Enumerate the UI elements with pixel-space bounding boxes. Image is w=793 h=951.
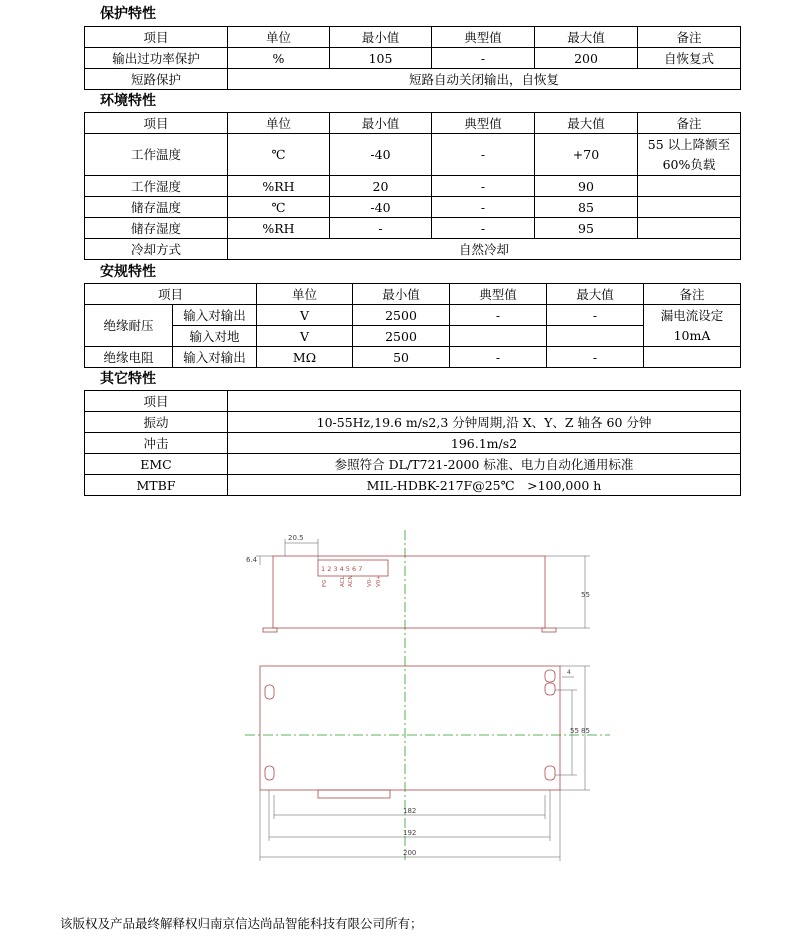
cell: ℃	[228, 134, 330, 176]
cell: %	[228, 48, 330, 69]
cell: MIL-HDBK-217F@25℃ >100,000 h	[228, 475, 741, 496]
cell: -40	[330, 197, 432, 218]
cell: MΩ	[257, 347, 353, 368]
cell: 55 以上降额至60%负载	[638, 134, 741, 176]
header-cell: 最大值	[535, 113, 638, 134]
table-row	[85, 412, 741, 433]
cell: 85	[535, 197, 638, 218]
cell: -	[450, 305, 547, 326]
dim-label-85: 85	[581, 727, 590, 735]
section-title-other: 其它特性	[100, 371, 156, 387]
table-header-row	[85, 391, 741, 412]
table-row	[85, 218, 741, 239]
cell: 196.1m/s2	[228, 433, 741, 454]
cell: 工作温度	[85, 134, 228, 176]
cell: -	[547, 305, 644, 326]
cell: 振动	[85, 412, 228, 433]
dim-lines-top	[256, 539, 590, 628]
cell: 20	[330, 176, 432, 197]
header-cell: 单位	[228, 27, 330, 48]
cell: -	[432, 176, 535, 197]
header-cell: 单位	[257, 284, 353, 305]
other-table	[84, 390, 741, 496]
pin-numbers: 1 2 3 4 5 6 7	[321, 565, 363, 573]
header-cell: 项目	[85, 391, 228, 412]
cell: -	[547, 347, 644, 368]
pin-label: V0-	[367, 577, 373, 587]
cell: -	[432, 218, 535, 239]
pin-labels	[322, 575, 382, 587]
header-cell: 项目	[85, 113, 228, 134]
mechanical-drawing	[240, 525, 620, 870]
safety-table	[84, 283, 741, 368]
cell: 自恢复式	[638, 48, 741, 69]
dim-label-55-top: 55	[581, 591, 590, 599]
table-row	[85, 454, 741, 475]
cell: 50	[353, 347, 450, 368]
header-cell: 最小值	[353, 284, 450, 305]
cell: ℃	[228, 197, 330, 218]
dim-label-192: 192	[403, 829, 417, 837]
pin-label: ACN	[348, 575, 354, 587]
cell: -	[450, 347, 547, 368]
header-cell: 最大值	[547, 284, 644, 305]
dim-label-4: 4	[567, 669, 571, 676]
table-row	[85, 176, 741, 197]
pin-label: ACL	[340, 576, 346, 587]
cell: %RH	[228, 176, 330, 197]
cell	[547, 326, 644, 347]
header-cell: 典型值	[432, 27, 535, 48]
cell: 95	[535, 218, 638, 239]
header-cell	[228, 391, 741, 412]
cell: 输出过功率保护	[85, 48, 228, 69]
table-row	[85, 48, 741, 69]
header-cell: 最小值	[330, 113, 432, 134]
copyright-footer: 该版权及产品最终解释权归南京信达尚品智能科技有限公司所有；	[60, 916, 423, 931]
cell: V	[257, 305, 353, 326]
side-view-body	[273, 556, 545, 628]
dim-label-6-4: 6.4	[246, 556, 258, 564]
cell: %RH	[228, 218, 330, 239]
cell: EMC	[85, 454, 228, 475]
cell: 输入对输出	[173, 347, 257, 368]
header-cell: 项目	[85, 27, 228, 48]
cell	[450, 326, 547, 347]
cell: -	[432, 134, 535, 176]
dim-label-55-side: 55	[570, 727, 579, 735]
cell: 2500	[353, 305, 450, 326]
table-row	[85, 305, 741, 326]
cell: -40	[330, 134, 432, 176]
cell	[638, 218, 741, 239]
header-cell: 备注	[644, 284, 741, 305]
section-title-environment: 环境特性	[100, 93, 156, 109]
cell: 200	[535, 48, 638, 69]
dim-lines-plan	[260, 666, 590, 861]
cell	[644, 347, 741, 368]
cell: 105	[330, 48, 432, 69]
table-row	[85, 239, 741, 260]
pin-label: V0+	[376, 575, 382, 587]
table-header-row	[85, 27, 741, 48]
cell: 2500	[353, 326, 450, 347]
cell: 参照符合 DL/T721-2000 标准、电力自动化通用标准	[228, 454, 741, 475]
cell: -	[330, 218, 432, 239]
cell	[638, 197, 741, 218]
table-header-row	[85, 284, 741, 305]
cell: 10-55Hz,19.6 m/s2,3 分钟周期,沿 X、Y、Z 轴各 60 分钟	[228, 412, 741, 433]
header-cell: 单位	[228, 113, 330, 134]
table-row	[85, 347, 741, 368]
cell: 短路自动关闭输出，自恢复	[228, 69, 741, 90]
side-view	[263, 556, 556, 632]
cell: V	[257, 326, 353, 347]
cell: 90	[535, 176, 638, 197]
dim-label-200: 200	[403, 849, 417, 857]
protection-table	[84, 26, 741, 90]
header-cell: 典型值	[432, 113, 535, 134]
cell: 输入对地	[173, 326, 257, 347]
plan-view-body	[260, 666, 560, 790]
table-row	[85, 475, 741, 496]
cell: 绝缘耐压	[85, 305, 173, 347]
cell: 短路保护	[85, 69, 228, 90]
table-row	[85, 134, 741, 176]
dim-label-20-5: 20.5	[288, 534, 304, 542]
cell: 储存湿度	[85, 218, 228, 239]
environment-table	[84, 112, 741, 260]
cell: 冲击	[85, 433, 228, 454]
cell: 储存温度	[85, 197, 228, 218]
table-header-row	[85, 113, 741, 134]
table-row	[85, 69, 741, 90]
dim-label-182: 182	[403, 807, 417, 815]
cell: -	[432, 197, 535, 218]
section-title-protection: 保护特性	[100, 6, 156, 22]
header-cell: 最大值	[535, 27, 638, 48]
cell: MTBF	[85, 475, 228, 496]
header-cell: 典型值	[450, 284, 547, 305]
header-cell: 备注	[638, 27, 741, 48]
cell: 自然冷却	[228, 239, 741, 260]
section-title-safety: 安规特性	[100, 264, 156, 280]
table-row	[85, 326, 741, 347]
cell: +70	[535, 134, 638, 176]
cell: 冷却方式	[85, 239, 228, 260]
header-cell: 项目	[85, 284, 257, 305]
cell: -	[432, 48, 535, 69]
plan-view	[260, 666, 560, 798]
cell: 工作湿度	[85, 176, 228, 197]
cell: 漏电流设定10mA	[644, 305, 741, 347]
table-row	[85, 433, 741, 454]
cell: 绝缘电阻	[85, 347, 173, 368]
table-row	[85, 197, 741, 218]
cell: 输入对输出	[173, 305, 257, 326]
header-cell: 最小值	[330, 27, 432, 48]
pin-label: FG	[322, 579, 328, 587]
cell	[638, 176, 741, 197]
header-cell: 备注	[638, 113, 741, 134]
